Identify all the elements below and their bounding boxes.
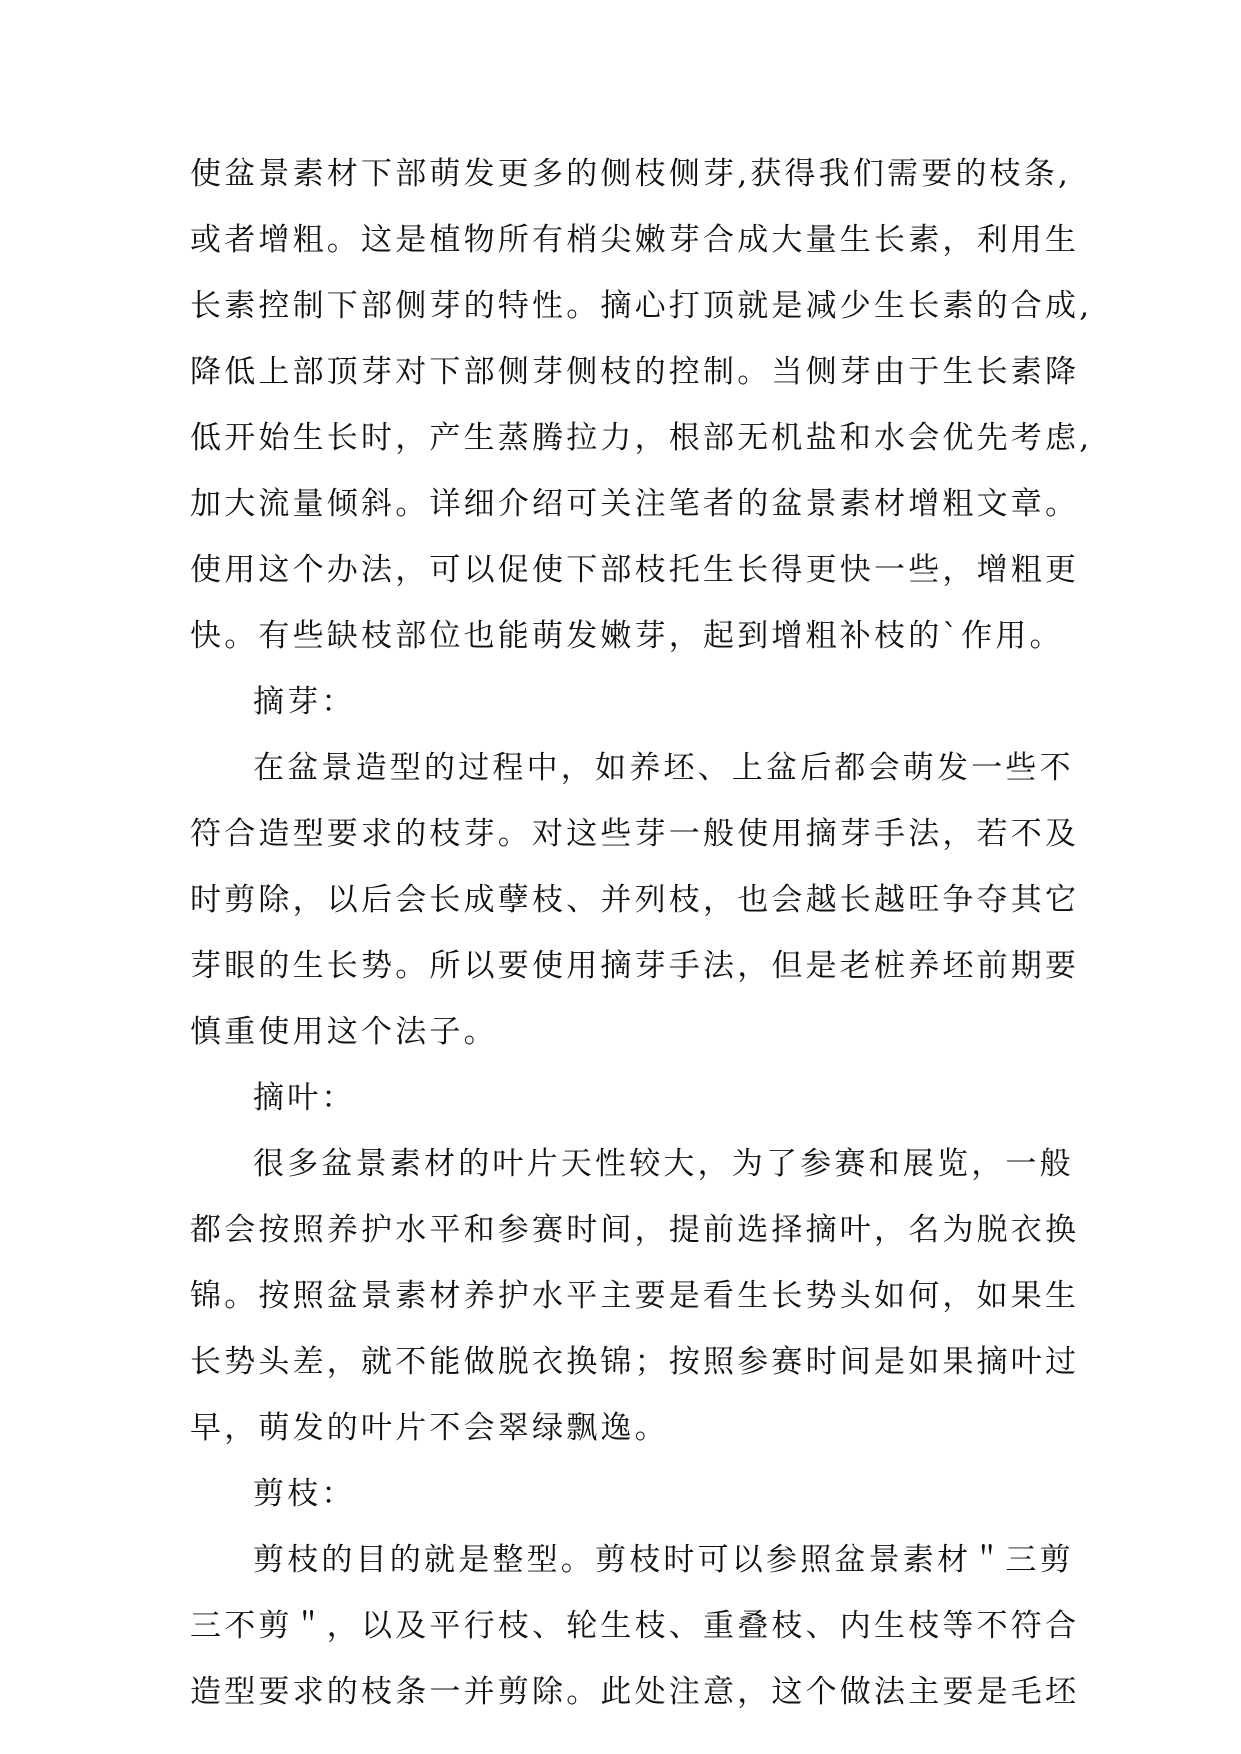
section-heading-pinch-leaves: 摘叶：	[253, 1080, 356, 1116]
text-line: 慎重使用这个法子。	[190, 1014, 498, 1050]
section-heading-pruning: 剪枝：	[253, 1476, 356, 1512]
text-line: 早，萌发的叶片不会翠绿飘逸。	[190, 1410, 669, 1446]
text-line: 长势头差，就不能做脱衣换锦；按照参赛时间是如果摘叶过	[190, 1344, 1080, 1380]
text-line: 使盆景素材下部萌发更多的侧枝侧芽,获得我们需要的枝条,	[190, 156, 1072, 192]
text-line: 使用这个办法，可以促使下部枝托生长得更快一些，增粗更	[190, 552, 1080, 588]
paragraph-first-line: 剪枝的目的就是整型。剪枝时可以参照盆景素材＂三剪	[253, 1542, 1074, 1578]
text-line: 符合造型要求的枝芽。对这些芽一般使用摘芽手法，若不及	[190, 816, 1080, 852]
text-line: 长素控制下部侧芽的特性。摘心打顶就是减少生长素的合成,	[190, 288, 1093, 324]
text-line: 锦。按照盆景素材养护水平主要是看生长势头如何，如果生	[190, 1278, 1080, 1314]
text-line: 芽眼的生长势。所以要使用摘芽手法，但是老桩养坯前期要	[190, 948, 1080, 984]
text-line: 造型要求的枝条一并剪除。此处注意，这个做法主要是毛坯	[190, 1674, 1080, 1710]
text-line: 或者增粗。这是植物所有梢尖嫩芽合成大量生长素，利用生	[190, 222, 1080, 258]
paragraph-first-line: 很多盆景素材的叶片天性较大，为了参赛和展览，一般	[253, 1146, 1074, 1182]
text-line: 快。有些缺枝部位也能萌发嫩芽，起到增粗补枝的`作用。	[190, 618, 1064, 654]
text-line: 加大流量倾斜。详细介绍可关注笔者的盆景素材增粗文章。	[190, 486, 1080, 522]
text-line: 都会按照养护水平和参赛时间，提前选择摘叶，名为脱衣换	[190, 1212, 1080, 1248]
text-line: 降低上部顶芽对下部侧芽侧枝的控制。当侧芽由于生长素降	[190, 354, 1080, 390]
text-line: 低开始生长时，产生蒸腾拉力，根部无机盐和水会优先考虑,	[190, 420, 1093, 456]
paragraph-first-line: 在盆景造型的过程中，如养坯、上盆后都会萌发一些不	[253, 750, 1074, 786]
text-line: 时剪除，以后会长成孽枝、并列枝，也会越长越旺争夺其它	[190, 882, 1080, 918]
section-heading-pinch-buds: 摘芽：	[253, 684, 356, 720]
text-line: 三不剪＂，以及平行枝、轮生枝、重叠枝、内生枝等不符合	[190, 1608, 1080, 1644]
